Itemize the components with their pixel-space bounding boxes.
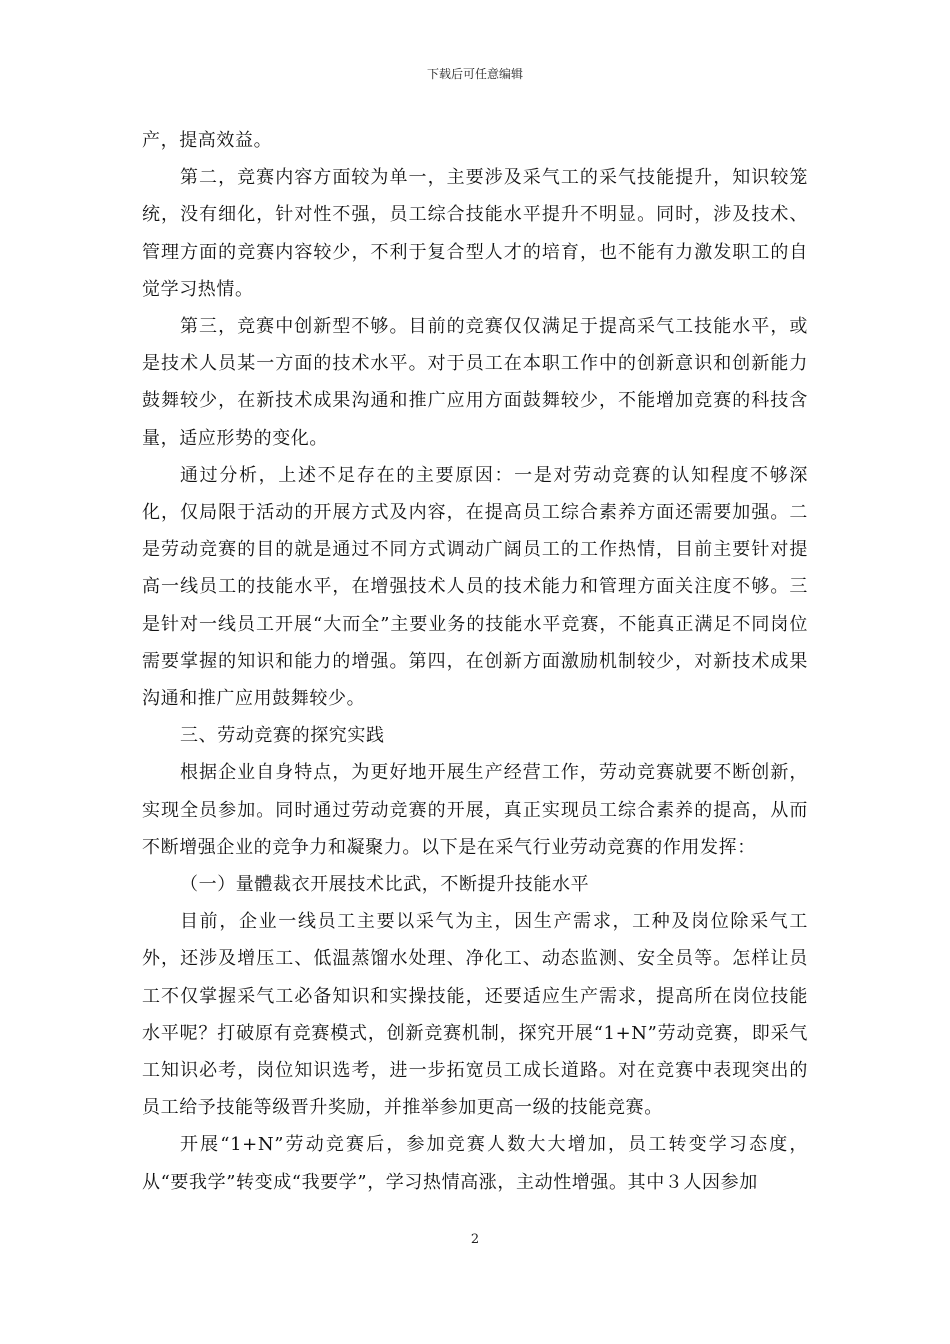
paragraph-section-intro: 根据企业自身特点，为更好地开展生产经营工作，劳动竞赛就要不断创新，实现全员参加。同时通过劳动竞赛的开展，真正实现员工综合素养的提高，从而不断增强企业的竞争力和凝聚力。以下是在采气行业劳动竞赛的作用发挥： xyxy=(142,762,808,858)
paragraph-third-issue: 第三，竞赛中创新型不够。目前的竞赛仅仅满足于提高采气工技能水平，或是技术人员某一方面的技术水平。对于员工在本职工作中的创新意识和创新能力鼓舞较少，在新技术成果沟通和推广应用方面鼓舞较少，不能增加竞赛的科技含量，适应形势的变化。 xyxy=(142,316,808,449)
paragraph-continuation: 产，提高效益。 xyxy=(142,130,273,151)
paragraph-second-issue: 第二，竞赛内容方面较为单一，主要涉及采气工的采气技能提升，知识较笼统，没有细化，针对性不强，员工综合技能水平提升不明显。同时，涉及技术、管理方面的竞赛内容较少，不利于复合型人才的培育，也不能有力激发职工的自觉学习热情。 xyxy=(142,167,808,300)
paragraph-cause-analysis: 通过分析，上述不足存在的主要原因：一是对劳动竞赛的认知程度不够深化，仅局限于活动的开展方式及内容，在提高员工综合素养方面还需要加强。二是劳动竞赛的目的就是通过不同方式调动广阔员工的工作热情，目前主要针对提高一线员工的技能水平，在增强技术人员的技术能力和管理方面关注度不够。三是针对一线员工开展“大而全”主要业务的技能水平竞赛，不能真正满足不同岗位需要掌握的知识和能力的增强。第四，在创新方面激励机制较少，对新技术成果沟通和推广应用鼓舞较少。 xyxy=(142,464,808,710)
paragraph-results: 开展“1+N”劳动竞赛后，参加竞赛人数大大增加，员工转变学习态度，从“要我学”转变成“我要学”，学习热情高涨，主动性增强。其中３人因参加 xyxy=(142,1134,808,1193)
page-number: 2 xyxy=(470,1232,480,1247)
subsection-heading: （一）量體裁衣开展技术比武，不断提升技能水平 xyxy=(180,874,590,896)
section-heading: 三、劳动竞赛的探究实践 xyxy=(180,725,385,747)
paragraph-current-situation: 目前，企业一线员工主要以采气为主，因生产需求，工种及岗位除采气工外，还涉及增压工、低温蒸馏水处理、净化工、动态监测、安全员等。怎样让员工不仅掌握采气工必备知识和实操技能，还要适应生产需求，提高所在岗位技能水平呢？打破原有竞赛模式，创新竞赛机制，探究开展“1+N”劳动竞赛，即采气工知识必考，岗位知识选考，进一步拓宽员工成长道路。对在竞赛中表现突出的员工给予技能等级晋升奖励，并推举参加更高一级的技能竞赛。 xyxy=(142,911,808,1119)
page-header-note: 下载后可任意编辑 xyxy=(426,67,523,81)
document-body xyxy=(142,122,808,1201)
